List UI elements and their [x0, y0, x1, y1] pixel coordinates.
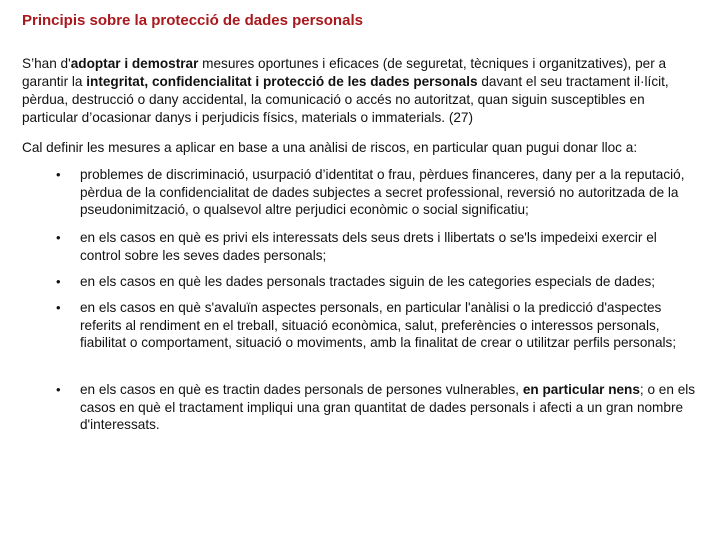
list-item-text-pre: en els casos en què es tractin dades personals de persones vulnerables,: [80, 382, 523, 397]
lead-paragraph: Cal definir les mesures a aplicar en base a una anàlisi de riscos, en particular quan pugui donar lloc a:: [22, 140, 638, 155]
list-item-text: en els casos en què es privi els interessats dels seus drets i llibertats o se'ls impedeixi exercir el control sobre les seves dades personals;: [80, 230, 657, 263]
list-item-text-post: ; o en els casos en què el tractament impliqui una gran quantitat de dades personals i afecti a un gran nombre d'interessats.: [80, 382, 696, 432]
intro-text-3: davant el seu tractament il·lícit, pèrdua, destrucció o dany accidental, la comunicació o accés no autoritzat, quan siguin susceptibles en particular d’ocasionar danys i perjudicis físics, materials o immaterials. (27): [22, 74, 669, 125]
list-item-text: problemes de discriminació, usurpació d’identitat o frau, pèrdues financeres, dany per a la reputació, pèrdua de la confidencialitat de dades subjectes a secret professional, reversió no autoritzada de la pseudonimització, o qualsevol altre perjudici econòmic o social significatiu;: [80, 167, 685, 217]
intro-bold-2: integritat, confidencialitat i protecció de les dades personals: [86, 74, 478, 89]
bullet-icon: •: [56, 300, 61, 315]
intro-bold-1: adoptar i demostrar: [70, 56, 199, 71]
slide: [22, 0, 702, 540]
bullet-icon: •: [56, 274, 61, 289]
bullet-icon: •: [56, 167, 61, 182]
bullet-icon: •: [56, 382, 61, 397]
intro-text-1: S’han d': [22, 56, 71, 71]
list-item-text: [80, 381, 700, 434]
list-item-text: en els casos en què les dades personals tractades siguin de les categories especials de dades;: [80, 274, 656, 289]
list-item-text: en els casos en què s'avaluïn aspectes personals, en particular l'anàlisi o la predicció d'aspectes referits al rendiment en el treball, situació econòmica, salut, preferències o interessos personals, fiabilitat o comportament, situació o moviments, amb la finalitat de crear o utilitzar perfils personals;: [80, 300, 677, 350]
bullet-icon: •: [56, 230, 61, 245]
intro-text-2: mesures oportunes i eficaces (de seguretat, tècniques i organitzatives), per a garantir la: [22, 56, 667, 89]
slide-title: Principis sobre la protecció de dades personals: [22, 12, 363, 29]
intro-paragraph: [22, 55, 702, 127]
list-item-text-bold: en particular nens: [522, 382, 640, 397]
